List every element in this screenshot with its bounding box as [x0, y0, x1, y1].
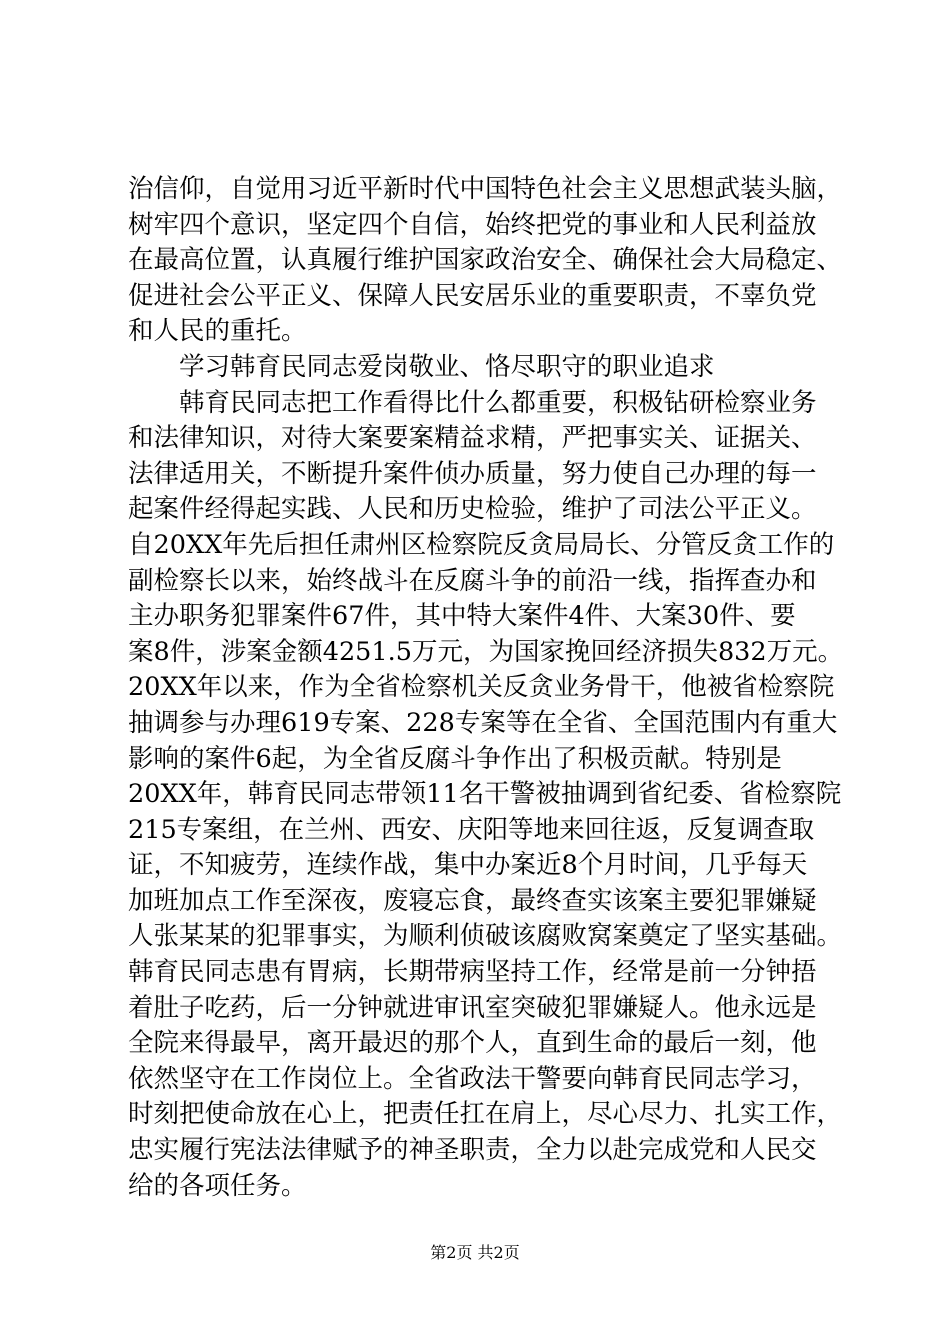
text-line: 和人民的重托。	[128, 316, 307, 347]
text-line: 人张某某的犯罪事实，为顺利侦破该腐败窝案奠定了坚实基础。	[128, 921, 843, 952]
text-line: 和法律知识，对待大案要案精益求精，严把事实关、证据关、	[128, 423, 817, 454]
text-line: 治信仰，自觉用习近平新时代中国特色社会主义思想武装头脑，	[128, 174, 843, 204]
text-line: 着肚子吃药，后一分钟就进审讯室突破犯罪嫌疑人。他永远是	[128, 992, 817, 1023]
text-line: 时刻把使命放在心上，把责任扛在肩上，尽心尽力、扎实工作，	[128, 1099, 843, 1130]
text-line: 加班加点工作至深夜，废寝忘食，最终查实该案主要犯罪嫌疑	[128, 885, 817, 916]
text-line: 韩育民同志患有胃病，长期带病坚持工作，经常是前一分钟捂	[128, 957, 817, 988]
text-line: 主办职务犯罪案件67件，其中特大案件4件、大案30件、要	[128, 601, 796, 632]
text-line: 树牢四个意识，坚定四个自信，始终把党的事业和人民利益放	[128, 209, 817, 240]
text-line: 依然坚守在工作岗位上。全省政法干警要向韩育民同志学习，	[128, 1063, 817, 1094]
text-line: 副检察长以来，始终战斗在反腐斗争的前沿一线，指挥查办和	[128, 565, 817, 596]
text-line: 抽调参与办理619专案、228专案等在全省、全国范围内有重大	[128, 707, 838, 738]
body-text	[128, 172, 858, 1204]
text-line: 自20XX年先后担任肃州区检察院反贪局局长、分管反贪工作的	[128, 529, 835, 560]
text-line: 法律适用关，不断提升案件侦办质量，努力使自己办理的每一	[128, 458, 817, 489]
text-line: 20XX年，韩育民同志带领11名干警被抽调到省纪委、省检察院	[128, 779, 842, 810]
text-line: 起案件经得起实践、人民和历史检验，维护了司法公平正义。	[128, 494, 817, 525]
text-line: 给的各项任务。	[128, 1170, 307, 1201]
page-footer: 第2页 共2页	[430, 1243, 520, 1262]
text-line: 案8件，涉案金额4251.5万元，为国家挽回经济损失832万元。	[128, 636, 844, 667]
text-line: 在最高位置，认真履行维护国家政治安全、确保社会大局稳定、	[128, 245, 843, 276]
section-heading: 学习韩育民同志爱岗敬业、恪尽职守的职业追求	[128, 351, 715, 382]
text-line: 全院来得最早，离开最迟的那个人，直到生命的最后一刻，他	[128, 1028, 817, 1059]
text-line: 忠实履行宪法法律赋予的神圣职责，全力以赴完成党和人民交	[128, 1135, 817, 1166]
text-line: 20XX年以来，作为全省检察机关反贪业务骨干，他被省检察院	[128, 672, 835, 703]
text-line: 证，不知疲劳，连续作战，集中办案近8个月时间，几乎每天	[128, 850, 808, 881]
text-line: 215专案组，在兰州、西安、庆阳等地来回往返，反复调查取	[128, 814, 815, 845]
text-line: 韩育民同志把工作看得比什么都重要，积极钻研检察业务	[128, 387, 817, 418]
text-line: 影响的案件6起，为全省反腐斗争作出了积极贡献。特别是	[128, 743, 782, 774]
text-line: 促进社会公平正义、保障人民安居乐业的重要职责，不辜负党	[128, 280, 817, 311]
